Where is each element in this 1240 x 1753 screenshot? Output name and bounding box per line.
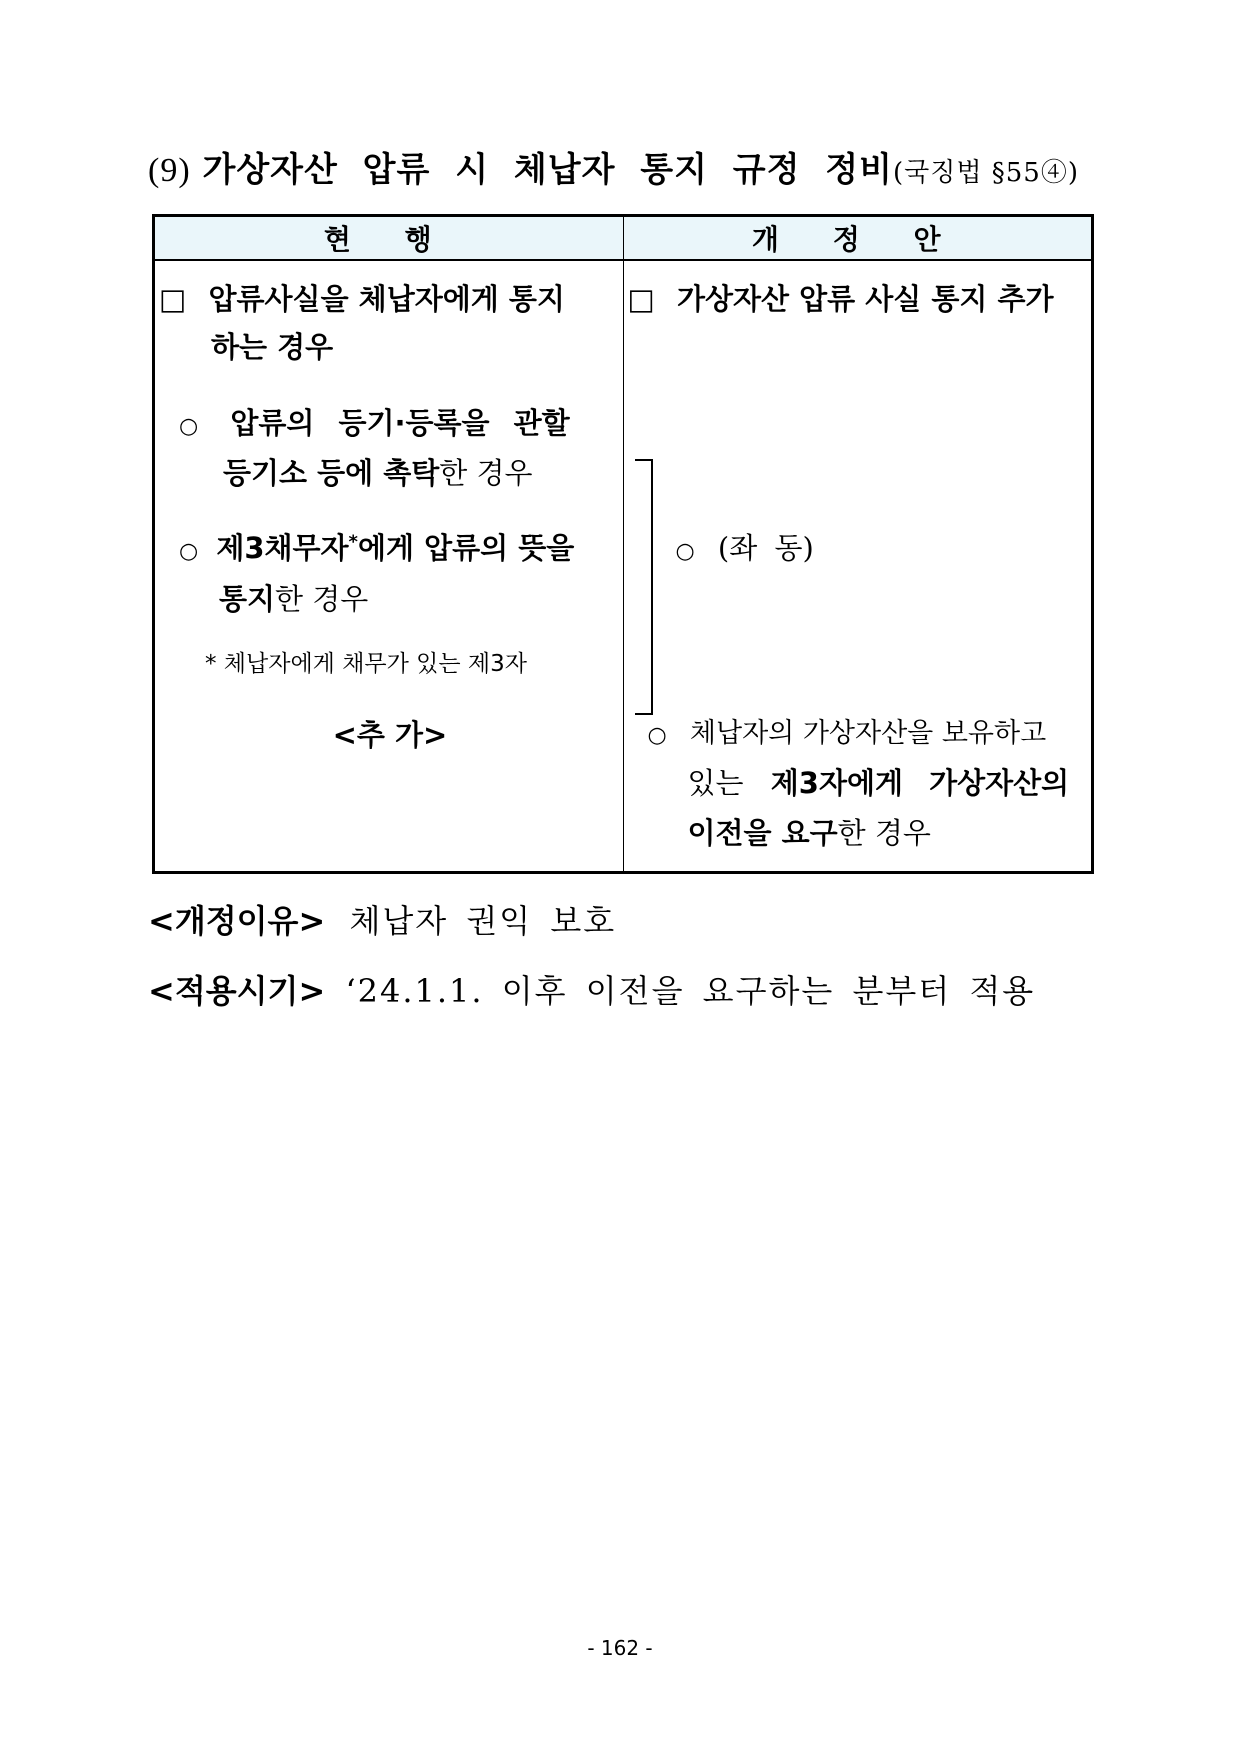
proposed-item [628, 277, 1054, 318]
reason-text: 체납자 권익 보호 [349, 902, 617, 940]
current-sub2-line2-rest: 한 경우 [275, 582, 369, 616]
current-sub2 [179, 526, 574, 567]
table-body-row [154, 260, 1093, 873]
circle-bullet-icon: ○ [179, 414, 199, 439]
circle-bullet-icon: ○ [179, 539, 199, 564]
current-sub2-line2-bold: 통지 [219, 582, 276, 616]
current-sub1 [179, 401, 570, 442]
table-header-row [154, 216, 1093, 261]
current-sub2-line2 [219, 577, 368, 618]
section-title: 가상자산 압류 시 체납자 통지 규정 정비 [202, 150, 893, 190]
same-as-left-text: (좌 동) [717, 531, 814, 565]
proposed-sub-line2-plain: 있는 [687, 766, 744, 800]
square-bullet-icon: □ [627, 282, 655, 316]
proposed-sub-line3-rest: 한 경우 [837, 816, 931, 850]
proposed-item-line1: 가상자산 압류 사실 통지 추가 [677, 282, 1054, 316]
current-sub2-line1-pre: 제3채무자 [216, 531, 349, 565]
current-sub1-line2 [223, 451, 533, 492]
header-proposed: 개 정 안 [623, 216, 1093, 261]
current-item [159, 277, 565, 318]
square-bullet-icon: □ [159, 282, 187, 316]
current-item-line2: 하는 경우 [211, 330, 334, 364]
section-number: (9) [148, 152, 191, 189]
page-number: - 162 - [587, 1636, 653, 1660]
footnote-marker: * [348, 531, 358, 553]
current-item-line1: 압류사실을 체납자에게 통지 [208, 282, 565, 316]
reason-label: <개정이유> [148, 902, 326, 940]
proposed-sub-line2 [688, 761, 1070, 802]
current-sub1-line2-bold: 등기소 등에 촉탁 [223, 456, 440, 490]
applicability-label: <적용시기> [148, 972, 326, 1010]
proposed-column [623, 260, 1093, 873]
proposed-sub-line2-bold: 제3자에게 가상자산의 [770, 766, 1070, 800]
proposed-sub [648, 711, 1047, 750]
current-sub2-line1-post: 에게 압류의 뜻을 [357, 531, 575, 565]
law-reference: (국징법 §55④) [893, 158, 1079, 188]
footnote: * 체납자에게 채무가 있는 제3자 [205, 651, 527, 677]
amendment-reason [148, 896, 616, 942]
proposed-sub-line3 [688, 811, 931, 852]
applicability-period [148, 966, 1035, 1012]
circle-bullet-icon: ○ [675, 539, 695, 564]
current-sub1-line2-rest: 한 경우 [439, 456, 533, 490]
current-column [154, 260, 624, 873]
proposed-sub-line3-bold: 이전을 요구 [687, 816, 838, 850]
addition-label: <추 가> [332, 718, 448, 752]
proposed-sub-line1: 체납자의 가상자산을 보유하고 [689, 718, 1047, 749]
section-heading [148, 142, 1079, 191]
comparison-table [152, 214, 1094, 874]
applicability-text: ‘24.1.1. 이후 이전을 요구하는 분부터 적용 [345, 972, 1036, 1010]
proposed-same [676, 526, 814, 567]
header-current: 현 행 [154, 216, 624, 261]
current-sub1-line1: 압류의 등기·등록을 관할 [230, 406, 570, 440]
circle-bullet-icon: ○ [647, 723, 667, 748]
